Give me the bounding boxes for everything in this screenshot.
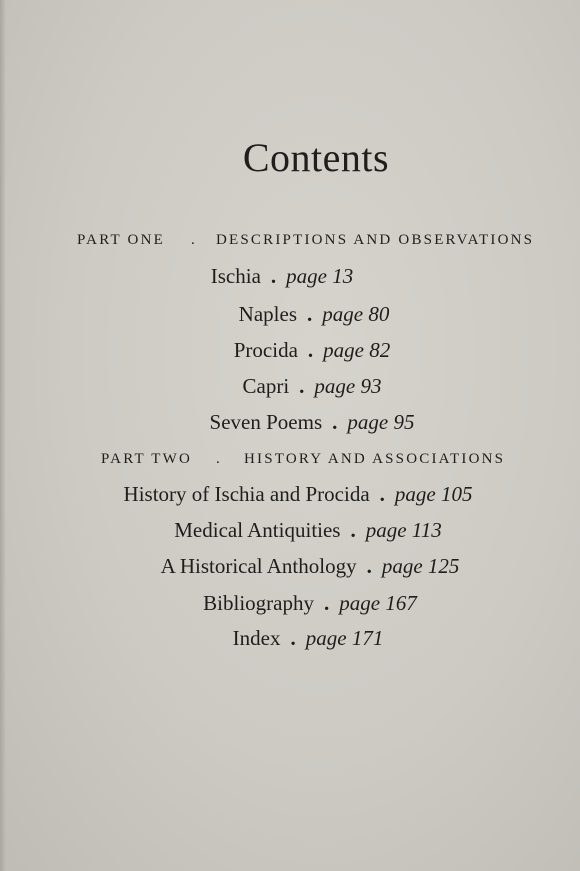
entry-separator: . xyxy=(324,591,330,615)
entry-page: page 13 xyxy=(286,264,354,288)
contents-entry[interactable] xyxy=(8,482,580,507)
entry-separator: . xyxy=(299,374,305,398)
contents-entry[interactable] xyxy=(24,302,580,327)
part-label: PART ONE xyxy=(77,232,165,248)
entry-title: Bibliography xyxy=(203,591,314,615)
entry-page: page 167 xyxy=(339,591,417,615)
entry-title: Seven Poems xyxy=(209,410,323,434)
entry-page: page 113 xyxy=(365,518,442,542)
entry-title: Capri xyxy=(242,374,290,398)
contents-entry[interactable] xyxy=(22,374,580,399)
entry-separator: . xyxy=(290,626,296,650)
entry-title: Ischia xyxy=(210,264,261,288)
page-title: Contents xyxy=(242,135,390,180)
entry-title: Index xyxy=(232,626,281,650)
part-separator: . xyxy=(216,451,222,467)
contents-entry[interactable] xyxy=(18,518,580,543)
entry-title: Medical Antiquities xyxy=(174,518,341,542)
entry-separator: . xyxy=(307,302,313,326)
contents-entry[interactable] xyxy=(22,410,580,435)
entry-separator: . xyxy=(350,518,356,542)
contents-entry[interactable] xyxy=(20,591,580,616)
entry-separator: . xyxy=(379,482,385,506)
contents-entry[interactable] xyxy=(20,554,580,579)
entry-title: Naples xyxy=(238,302,297,326)
part-label: PART TWO xyxy=(101,451,193,467)
entry-separator: . xyxy=(332,410,338,434)
part-description: HISTORY AND ASSOCIATIONS xyxy=(244,451,506,467)
entry-title: Procida xyxy=(233,338,298,362)
entry-separator: . xyxy=(270,264,277,288)
part-description: DESCRIPTIONS AND OBSERVATIONS xyxy=(216,232,535,248)
contents-entry[interactable] xyxy=(22,338,580,363)
entry-page: page 171 xyxy=(305,626,384,650)
part-separator: . xyxy=(191,232,197,248)
entry-separator: . xyxy=(307,338,314,362)
entry-page: page 93 xyxy=(314,374,382,398)
entry-page: page 95 xyxy=(347,410,415,434)
contents-entry[interactable] xyxy=(0,264,572,289)
entry-page: page 125 xyxy=(381,554,460,578)
entry-title: History of Ischia and Procida xyxy=(123,482,370,506)
entry-title: A Historical Anthology xyxy=(160,554,357,578)
contents-entry[interactable] xyxy=(18,626,580,651)
entry-separator: . xyxy=(366,554,372,578)
entry-page: page 82 xyxy=(323,338,391,362)
entry-page: page 105 xyxy=(394,482,473,506)
entry-page: page 80 xyxy=(322,302,390,326)
